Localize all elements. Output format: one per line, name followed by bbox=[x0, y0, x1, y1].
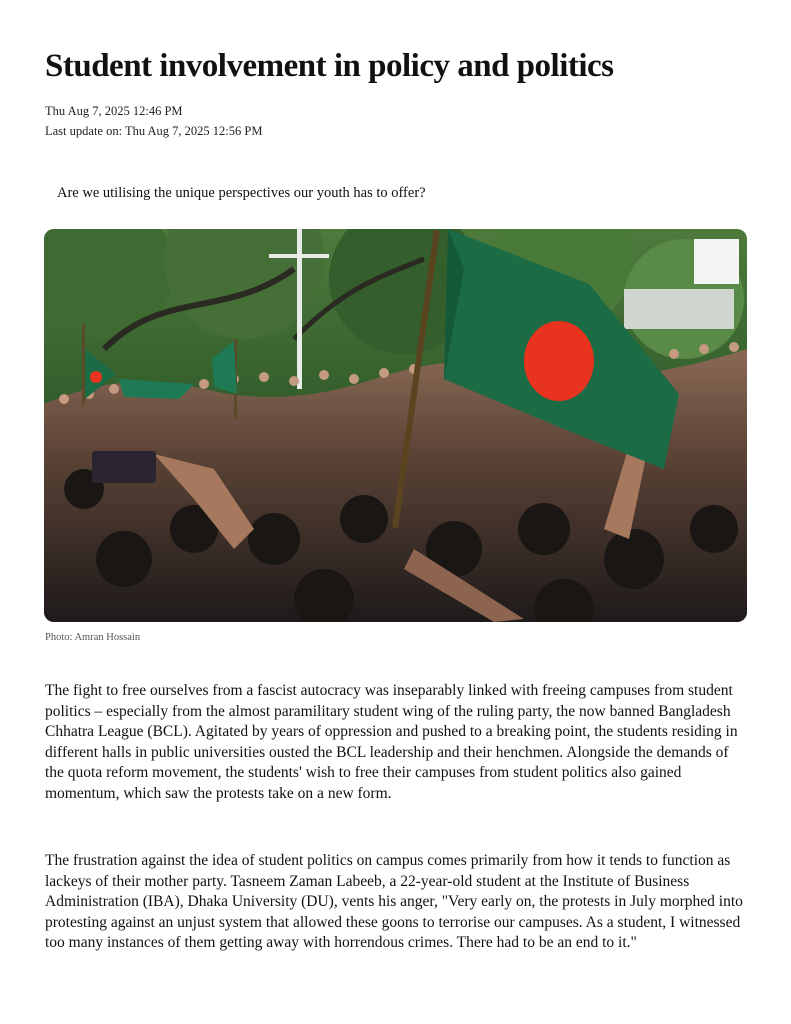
article-photo bbox=[44, 229, 747, 622]
article-paragraph: The fight to free ourselves from a fascist autocracy was inseparably linked with freeing campuses from student politics – especially from the almost paramilitary student wing of the ruling party, the now banned Bangladesh Chhatra League (BCL). Agitated by years of oppression and pushed to a breaking point, the students residing in different halls in public universities ousted the BCL leadership and their henchmen. Alongside the demands of the quota reform movement, the students' wish to free their campuses from student politics also gained momentum, which saw the protests take on a new form. bbox=[45, 682, 738, 802]
photo-caption: Photo: Amran Hossain bbox=[45, 632, 141, 643]
article-paragraph: The frustration against the idea of student politics on campus comes primarily from how it tends to function as lackeys of their mother party. Tasneem Zaman Labeeb, a 22-year-old student at the Institute of Business Administration (IBA), Dhaka University (DU), vents his anger, "Very early on, the protests in July morphed into protesting against an unjust system that allowed these goons to terrorise our campuses. As a student, I witnessed too many instances of them getting away with horrendous crimes. There had to be an end to it." bbox=[45, 852, 743, 951]
article-standfirst: Are we utilising the unique perspectives our youth has to offer? bbox=[57, 185, 426, 201]
last-update-date: Last update on: Thu Aug 7, 2025 12:56 PM bbox=[45, 124, 263, 138]
article-title: Student involvement in policy and politics bbox=[45, 48, 614, 84]
published-date: Thu Aug 7, 2025 12:46 PM bbox=[45, 104, 183, 118]
